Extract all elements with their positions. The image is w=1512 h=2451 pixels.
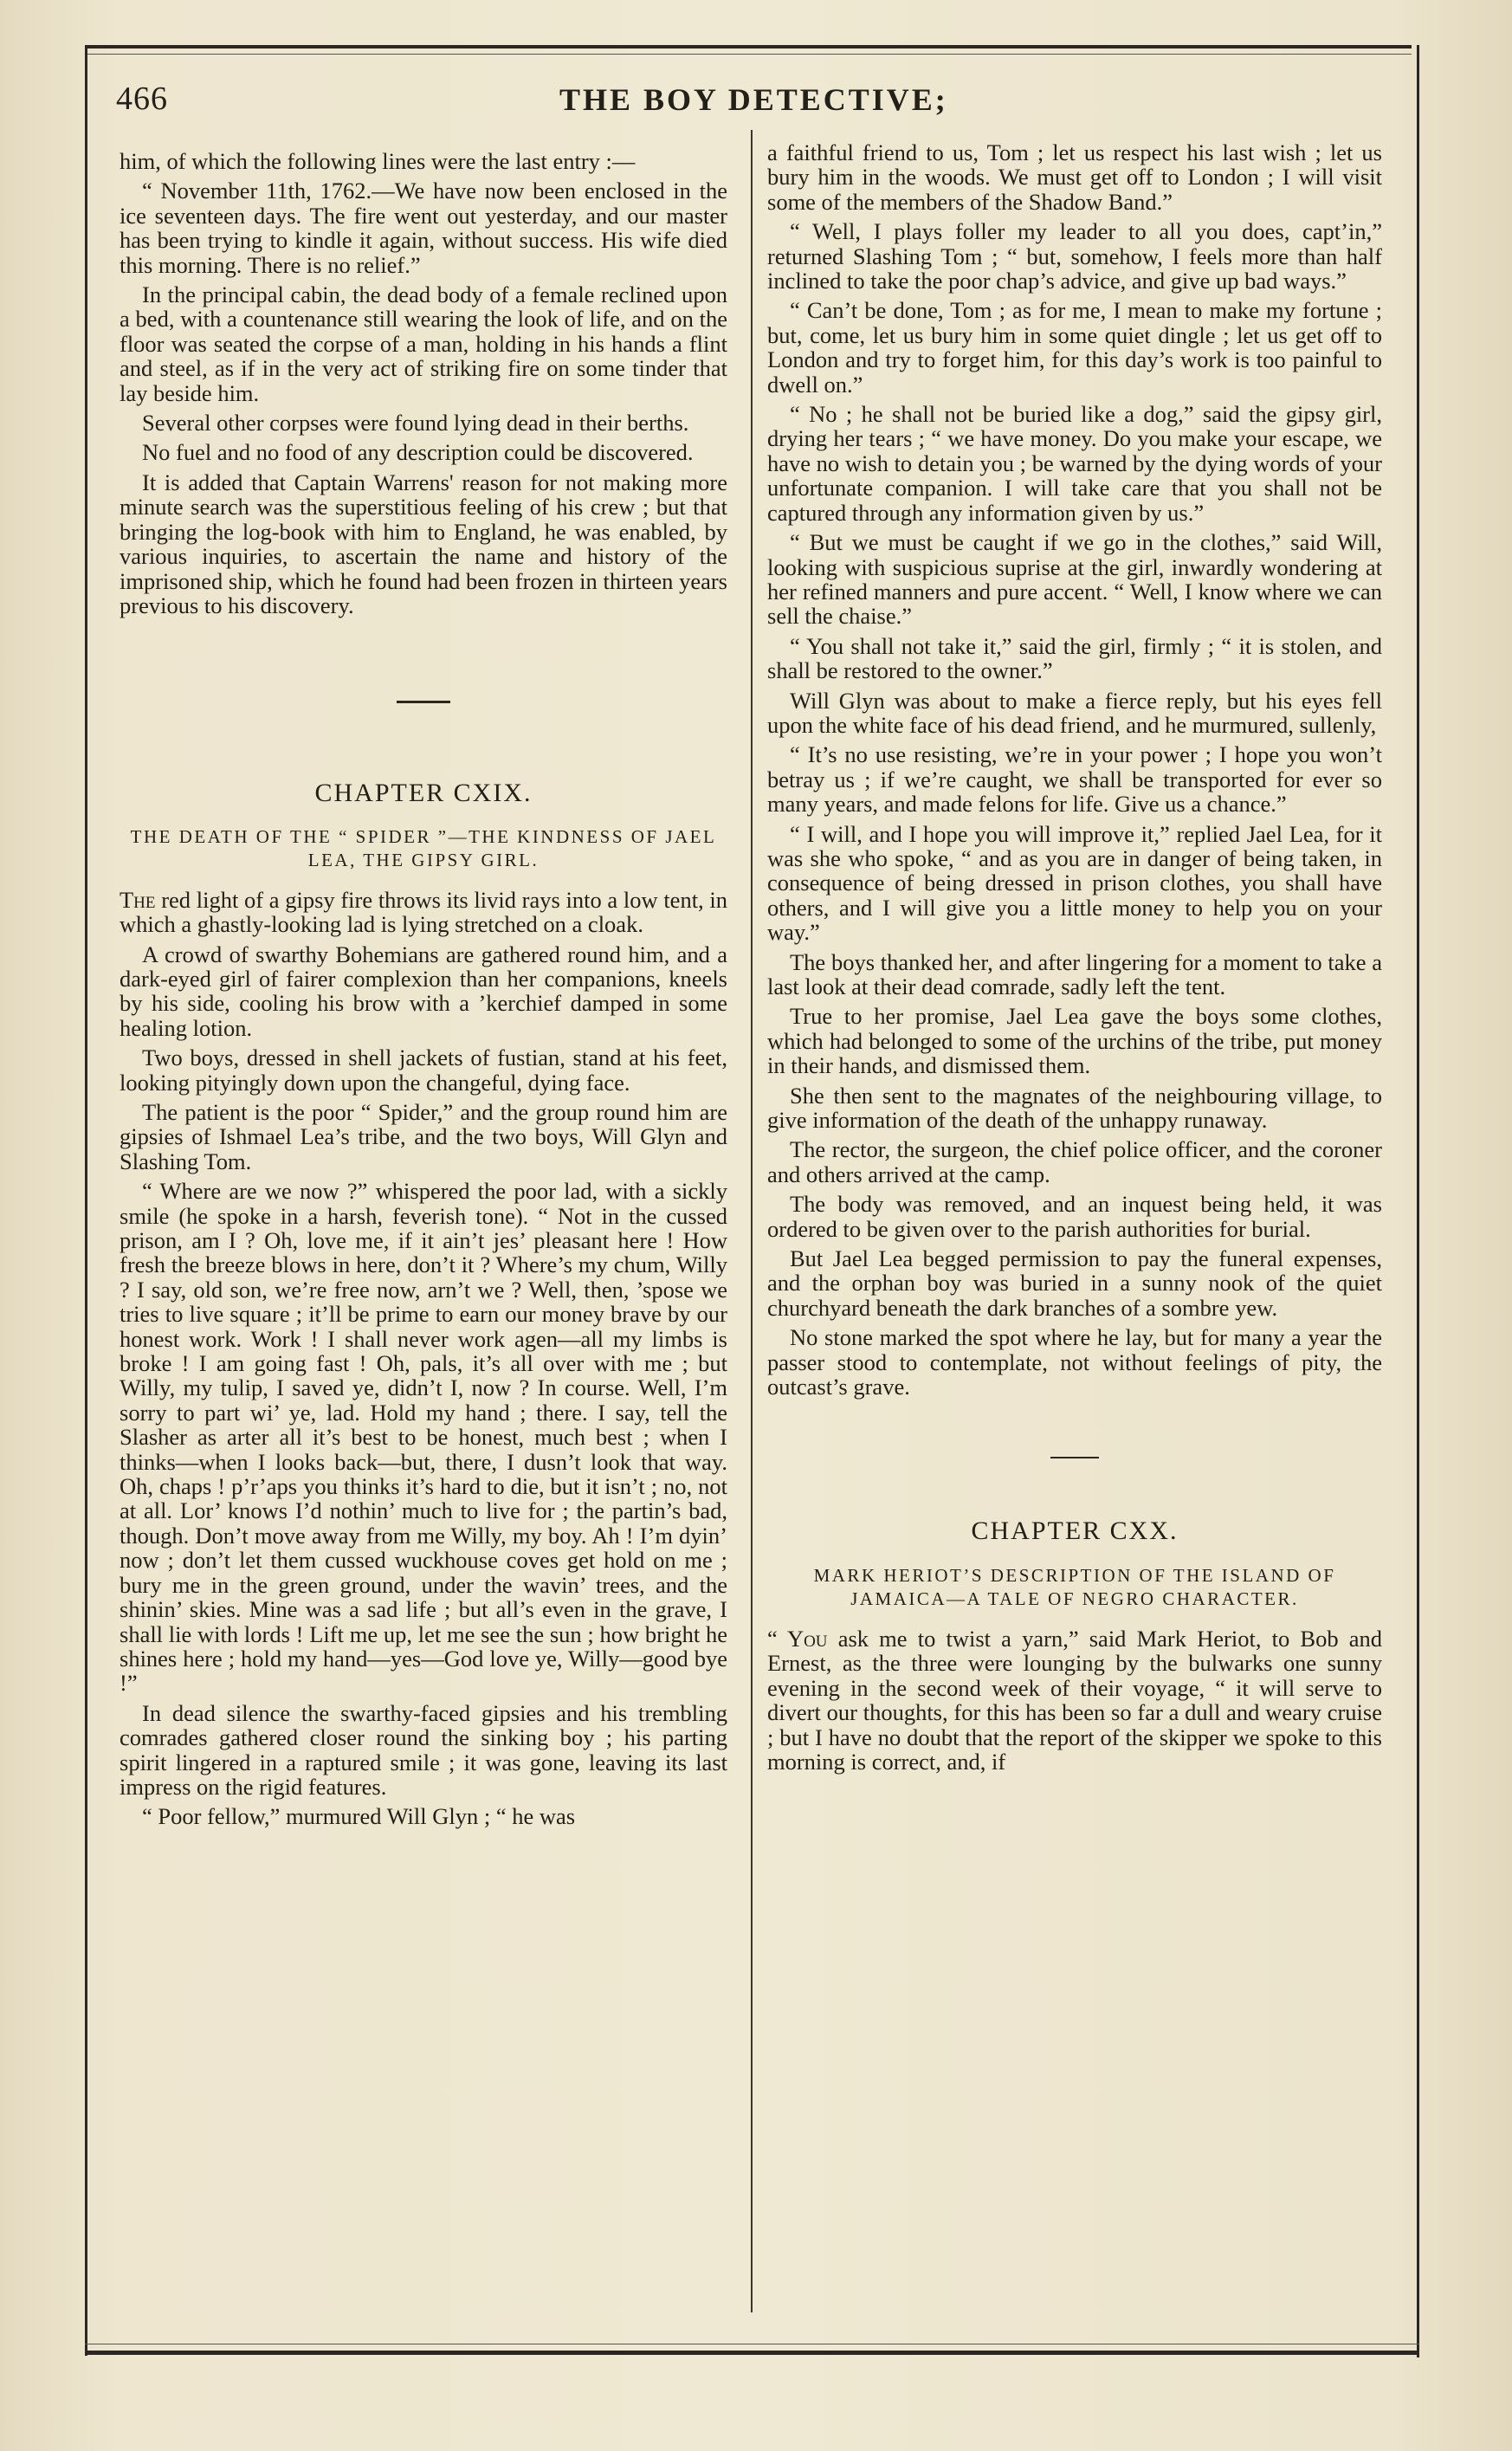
- paragraph: him, of which the following lines were the last entry :—: [120, 148, 636, 174]
- chapter-opening-paragraph: [120, 888, 727, 937]
- paragraph: “ Can’t be done, Tom ; as for me, I mean to make my fortune ; but, come, let us bury him in some quiet dingle ; let us get off to London and try to forget him, for this day’s work is too painful to dwell on.”: [767, 297, 1382, 398]
- paragraph: The rector, the surgeon, the chief police officer, and the coroner and others arrived at the camp.: [767, 1136, 1382, 1187]
- paragraph: No stone marked the spot where he lay, but for many a year the passer stood to contemplate, not without feelings of pity, the outcast’s grave.: [767, 1324, 1382, 1400]
- paragraph: True to her promise, Jael Lea gave the boys some clothes, which had belonged to some of the urchins of the tribe, put money in their hands, and dismissed them.: [767, 1003, 1382, 1079]
- column-divider: [751, 130, 753, 2312]
- opening-rest: ask me to twist a yarn,” said Mark Heriot, to Bob and Ernest, as the three were lounging by the bulwarks one sunny evening in the second week of their voyage, “ it will serve to divert our thoughts, for this has been so far a dull and weary cruise ; but I have no doubt that the report of the skipper we spoke to this morning is correct, and, if: [767, 1625, 1383, 1775]
- opening-word: “ You: [767, 1625, 828, 1652]
- paragraph: “ It’s no use resisting, we’re in your power ; I hope you won’t betray us ; if we’re caught, we shall be transported for ever so many years, and made felons for life. Give us a chance.”: [767, 741, 1382, 818]
- left-column: [120, 149, 727, 1834]
- top-rule: [87, 45, 1412, 49]
- paragraph: “ But we must be caught if we go in the clothes,” said Will, looking with suspicious suprise at the girl, inwardly wondering at her refined manners and pure accent. “ Well, I know where we can sell the chaise.”: [767, 529, 1382, 630]
- bottom-rule: [85, 2351, 1419, 2355]
- paragraph: Several other corpses were found lying dead in their berths.: [142, 410, 689, 437]
- paragraph: “ I will, and I hope you will improve it,” replied Jael Lea, for it was she who spoke, “ and as you are in danger of being taken, in consequence of being dressed in prison clothes, you shall have others, and I will give you a little money to help you on your way.”: [767, 820, 1382, 946]
- paragraph: But Jael Lea begged permission to pay the funeral expenses, and the orphan boy was buried in a sunny nook of the quiet churchyard beneath the dark branches of a sombre yew.: [767, 1245, 1382, 1321]
- paragraph: The boys thanked her, and after lingering for a moment to take a last look at their dead comrade, sadly left the tent.: [767, 948, 1382, 999]
- chapter-opening-paragraph: [767, 1626, 1382, 1774]
- chapter-title: CHAPTER CXX.: [971, 1516, 1179, 1545]
- paragraph: “ No ; he shall not be buried like a dog,” said the gipsy girl, drying her tears ; “ we have money. Do you make your escape, we have no wish to detain you ; be warned by the dying words of your unfortunate companion. I will take care that you shall not be captured through any information given by us.”: [767, 401, 1382, 526]
- opening-word: The: [120, 886, 156, 913]
- paragraph: A crowd of swarthy Bohemians are gathered round him, and a dark-eyed girl of fairer complexion than her companions, kneels by his side, cooling his brow with a ’kerchief damped in some healing lotion.: [120, 941, 727, 1041]
- paragraph: She then sent to the magnates of the neighbouring village, to give information of the death of the unhappy runaway.: [767, 1082, 1382, 1134]
- right-frame-rule: [1417, 45, 1419, 2357]
- paragraph: The body was removed, and an inquest being held, it was ordered to be given over to the parish authorities for burial.: [767, 1191, 1382, 1242]
- running-title: THE BOY DETECTIVE;: [559, 82, 948, 117]
- opening-rest: red light of a gipsy fire throws its livid rays into a low tent, in which a ghastly-looking lad is lying stretched on a cloak.: [120, 886, 727, 938]
- paragraph: The patient is the poor “ Spider,” and the group round him are gipsies of Ishmael Lea’s tribe, and the two boys, Will Glyn and Slashing Tom.: [120, 1098, 727, 1174]
- chapter-subtitle: MARK HERIOT’S DESCRIPTION OF THE ISLAND OF JAMAICA—A TALE OF NEGRO CHARACTER.: [813, 1564, 1336, 1609]
- paragraph: No fuel and no food of any description could be discovered.: [142, 439, 694, 466]
- page-number: 466: [116, 81, 168, 117]
- paragraph: Will Glyn was about to make a fierce reply, but his eyes fell upon the white face of his dead friend, and he murmured, sullenly,: [767, 687, 1382, 738]
- paragraph: “ You shall not take it,” said the girl, firmly ; “ it is stolen, and shall be restored to the owner.”: [767, 632, 1382, 684]
- top-rule-thin: [87, 54, 1412, 55]
- paragraph: “ Well, I plays foller my leader to all you does, capt’in,” returned Slashing Tom ; “ but, somehow, I feels more than half inclined to take the poor chap’s advice, and give up bad ways.”: [767, 218, 1382, 294]
- paragraph: It is added that Captain Warrens' reason for not making more minute search was the superstitious feeling of his crew ; but that bringing the log-book with him to England, he was enabled, by various inquiries, to ascertain the name and history of the imprisoned ship, which he found had been frozen in thirteen years previous to his discovery.: [120, 469, 727, 618]
- page-header: [116, 80, 1415, 123]
- right-column: [767, 140, 1382, 1779]
- paragraph: “ Poor fellow,” murmured Will Glyn ; “ he was: [142, 1803, 576, 1830]
- paragraph: a faithful friend to us, Tom ; let us respect his last wish ; let us bury him in the woods. We must get off to London ; I will visit some of the members of the Shadow Band.”: [767, 139, 1382, 215]
- paragraph: “ Where are we now ?” whispered the poor lad, with a sickly smile (he spoke in a harsh, feverish tone). “ Not in the cussed prison, am I ? Oh, love me, if it ain’t jes’ pleasant here ! How fresh the breeze blows in here, don’t it ? Where’s my chum, Willy ? I say, old son, we’re free now, arn’t we ? Well, then, ’spose we tries to live square ; it’ll be prime to earn our money brave by our honest work. Work ! I shall never work agen—all my limbs is broke ! I am going fast ! Oh, pals, it’s all over with me ; but Willy, my tulip, I saved ye, didn’t I, now ? In course. Well, I’m sorry to part wi’ ye, lad. Hold my hand ; there. I say, tell the Slasher as arter all it’s best to be honest, much best ; when I thinks—when I looks back—but, there, I dusn’t look that way. Oh, chaps ! p’r’aps you thinks it’s hard to die, but it isn’t ; no, not at all. Lor’ knows I’d nothin’ much to live for ; the partin’s bad, though. Don’t move away from me Willy, my boy. Ah ! I’m dyin’ now ; don’t let them cussed wuckhouse coves get hold on me ; bury me in the green ground, under the wavin’ trees, and the shinin’ skies. Mine was a sad life ; but all’s even in the grave, I shall lie with lords ! Lift me up, let me see the sun ; how bright he shines here ; hold my hand—yes—God love ye, Willy—good bye !”: [120, 1178, 727, 1697]
- paragraph: In the principal cabin, the dead body of a female reclined upon a bed, with a countenance still wearing the look of life, and on the floor was seated the corpse of a man, holding in his hands a flint and steel, as if in the very act of striking fire on some tinder that lay beside him.: [120, 281, 727, 406]
- chapter-subtitle: THE DEATH OF THE “ SPIDER ”—THE KINDNESS OF JAEL LEA, THE GIPSY GIRL.: [130, 825, 717, 870]
- paragraph: In dead silence the swarthy-faced gipsies and his trembling comrades gathered closer round the sinking boy ; his parting spirit lingered in a raptured smile ; it was gone, leaving its last impress on the rigid features.: [120, 1699, 727, 1800]
- left-frame-rule: [85, 45, 87, 2356]
- chapter-title: CHAPTER CXIX.: [314, 779, 533, 808]
- paragraph: Two boys, dressed in shell jackets of fustian, stand at his feet, looking pityingly down upon the changeful, dying face.: [120, 1044, 727, 1096]
- paragraph: “ November 11th, 1762.—We have now been enclosed in the ice seventeen days. The fire went out yesterday, and our master has been trying to kindle it again, without success. His wife died this morning. There is no relief.”: [120, 178, 727, 278]
